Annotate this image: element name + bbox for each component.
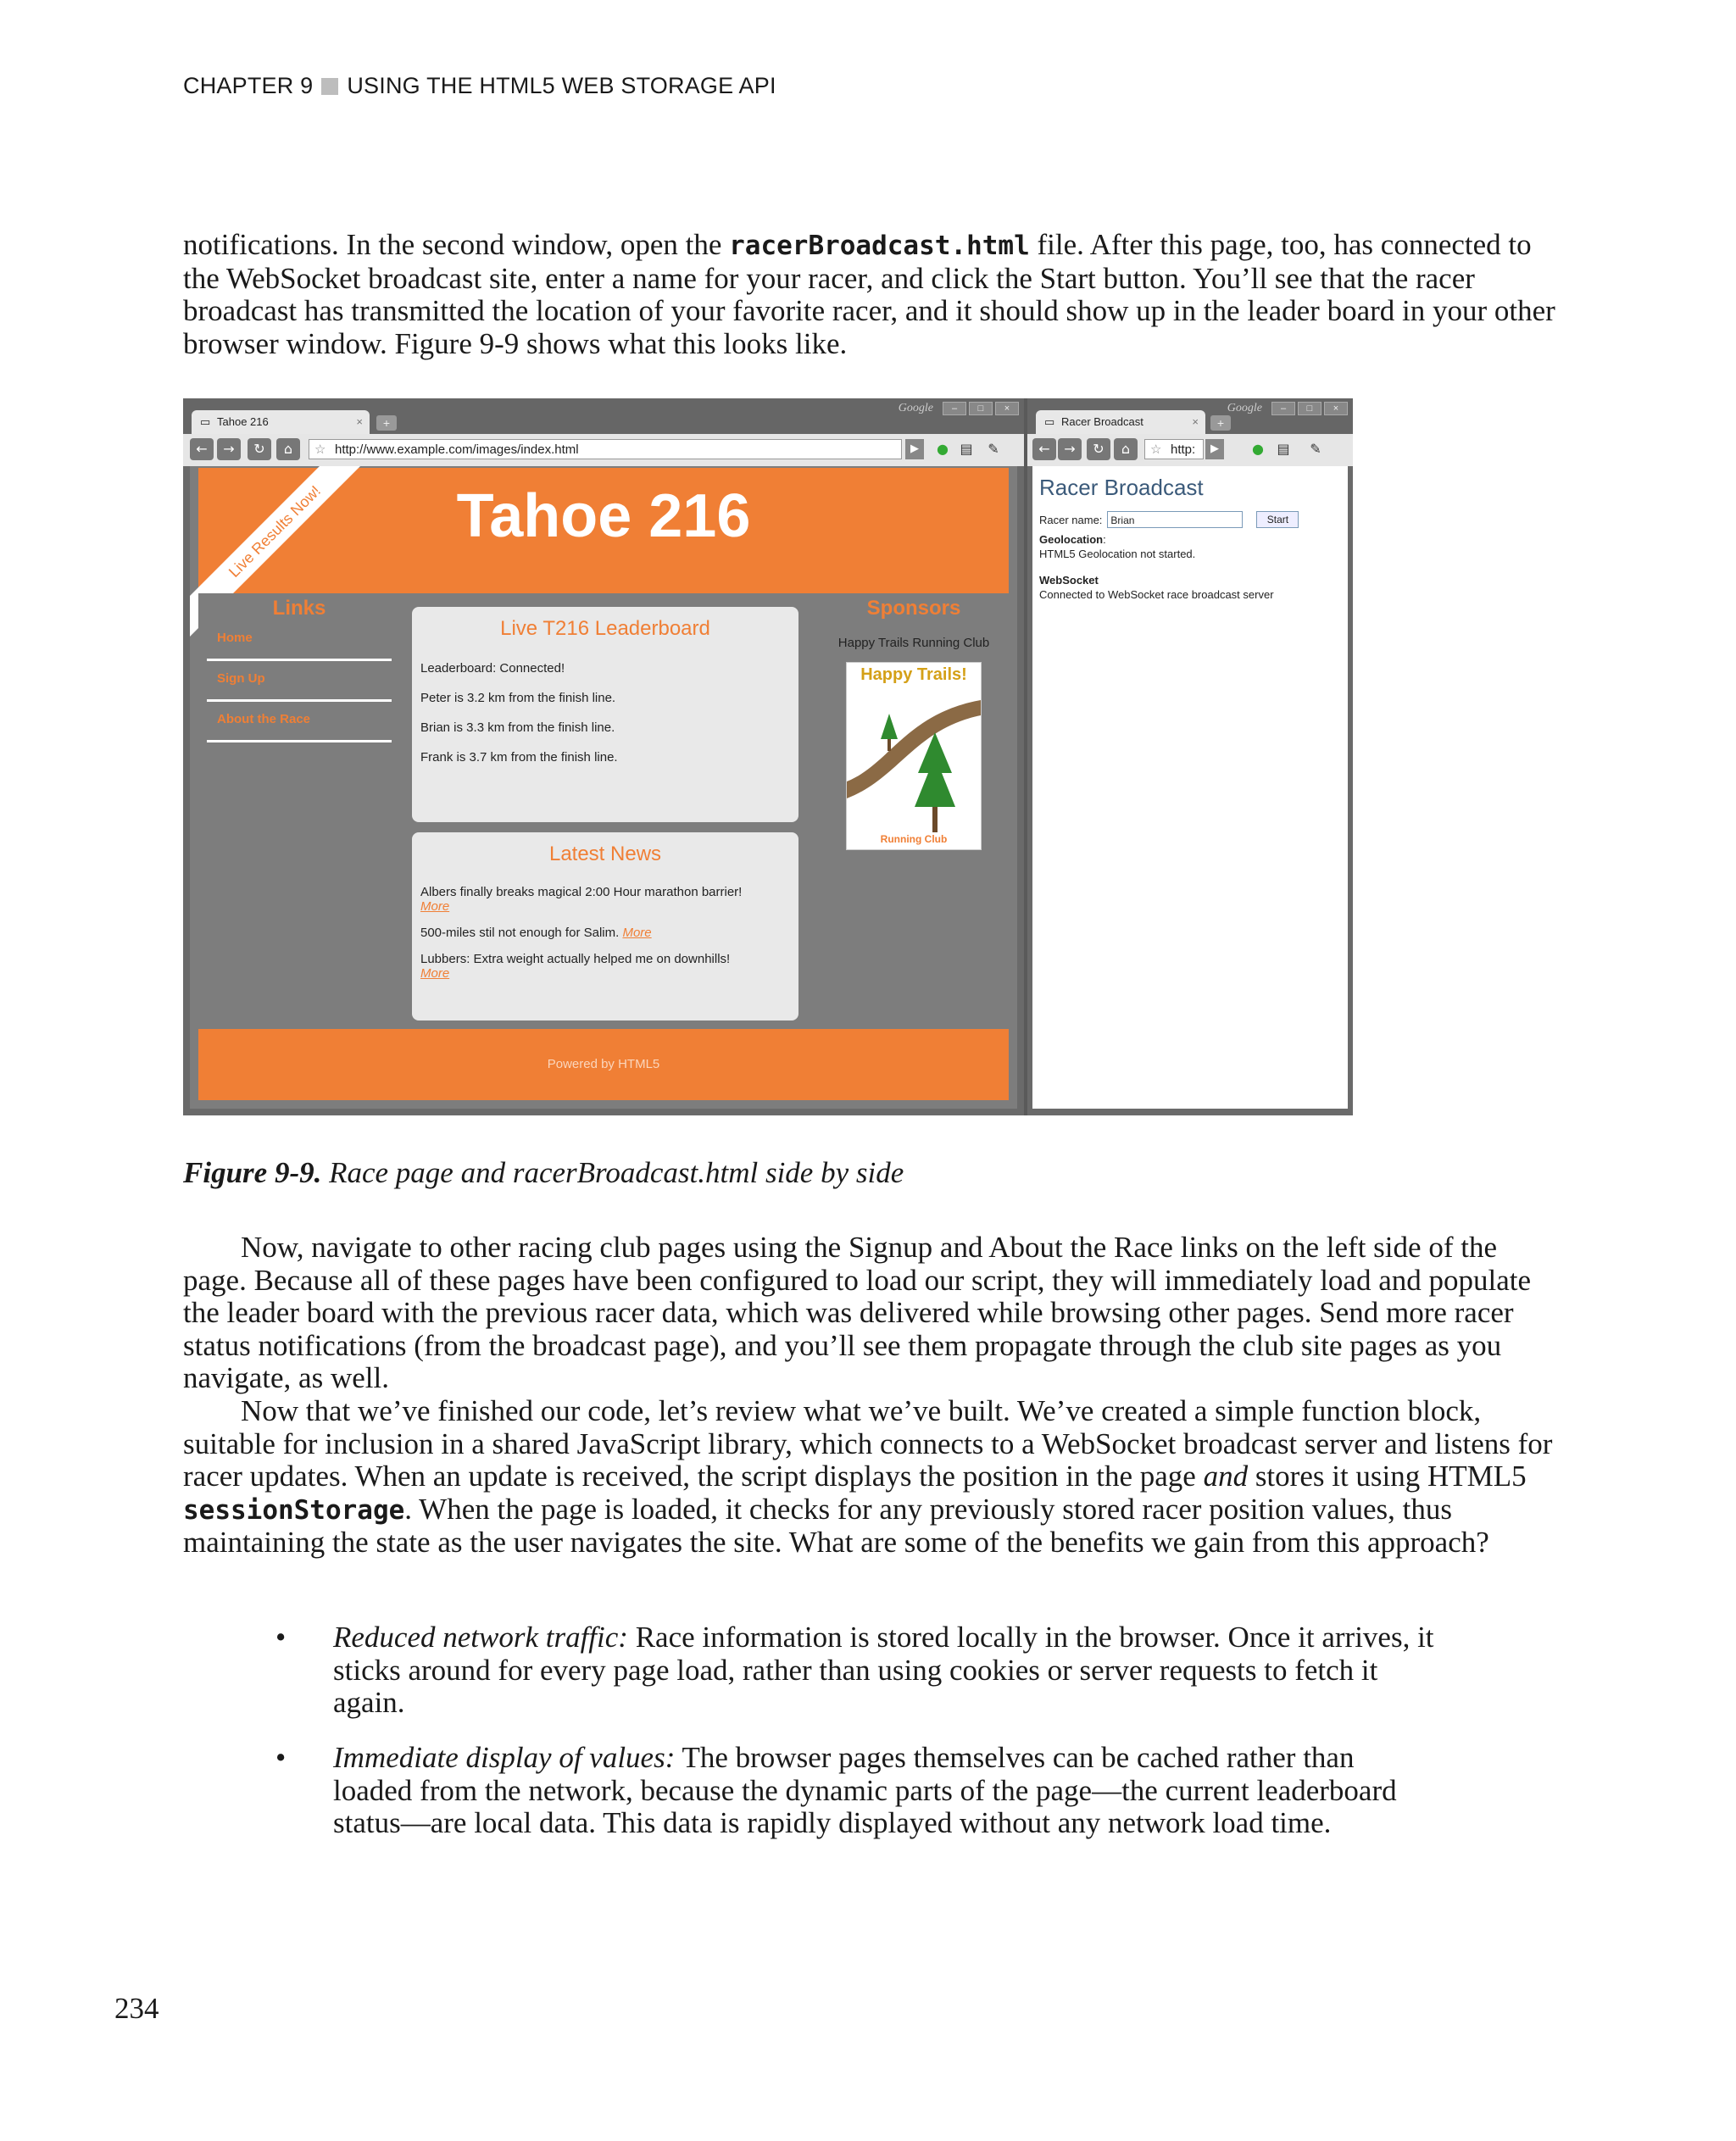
link-sign-up[interactable]: Sign Up [207,661,392,702]
window-controls [1227,402,1348,415]
websocket-label: WebSocket [1039,574,1099,587]
tab-tahoe[interactable] [192,410,370,434]
links-column [198,593,400,1015]
page-viewport [190,466,1017,1109]
extension-icon[interactable]: ● [1252,441,1264,457]
figure-caption [183,1156,904,1190]
happy-trails-logo [847,663,981,849]
star-icon[interactable]: ☆ [314,442,326,457]
minimize-icon[interactable]: – [1271,402,1295,415]
logo-subtitle: Running Club [880,833,948,845]
new-tab-button[interactable]: + [376,415,397,431]
news-text: 500-miles stil not enough for Salim. [420,926,623,940]
bullet-text: The browser pages themselves can be cached rather than loaded from the network, because the dynamic parts of the page—the current leaderboard status—are local data. This data is rapidly displayed without any network load time. [333,1741,1397,1840]
chapter-title: USING THE HTML5 WEB STORAGE API [347,73,776,98]
site-footer: Powered by HTML5 [198,1029,1009,1100]
brand-label: Google [1227,402,1262,414]
link-about-race[interactable]: About the Race [207,702,392,742]
links-heading: Links [272,597,326,620]
tab-close-icon[interactable]: × [1192,415,1199,428]
titlebar [1027,398,1353,434]
sponsor-logo[interactable] [846,662,982,850]
racer-broadcast-page [1032,466,1348,1109]
page-number: 234 [114,1992,159,2025]
tab-close-icon[interactable]: × [356,415,363,428]
geolocation-label [1039,533,1348,546]
racer-broadcast-title: Racer Broadcast [1039,475,1204,500]
news-panel [412,832,798,1020]
leaderboard-entry: Frank is 3.7 km from the finish line. [420,750,618,765]
tab-label: Racer Broadcast [1061,415,1143,428]
body-paragraph-2: Now, navigate to other racing club pages using the Signup and About the Race links on the left side of the page. Because all of these pages have been configured to load our script, they will immediately load and populate the leader board with the previous racer data, which was delivered while browsing other pages. Send more racer status notifications (from the broadcast page), and you’ll see them propagate through the club site pages as you navigate, as well. [183,1231,1532,1395]
home-icon[interactable]: ⌂ [1114,438,1138,460]
wrench-icon[interactable]: ✎ [988,441,999,457]
reload-icon[interactable]: ↻ [1087,438,1110,460]
browser-window-racer-broadcast [1027,398,1353,1115]
news-text: Lubbers: Extra weight actually helped me on downhills! [420,952,731,966]
news-text: Albers finally breaks magical 2:00 Hour marathon barrier! [420,885,743,899]
leaderboard-entry: Peter is 3.2 km from the finish line. [420,691,616,705]
geolocation-label-text: Geolocation [1039,533,1104,546]
racer-name-input[interactable]: Brian [1107,511,1243,528]
go-icon[interactable]: ▶ [1205,439,1224,459]
chapter-label: CHAPTER 9 [183,73,314,98]
racer-name-row [1039,511,1348,528]
page-menu-icon[interactable]: ▤ [960,441,973,457]
sponsor-name: Happy Trails Running Club [837,636,990,650]
bullet-term: Immediate display of values: [333,1741,676,1774]
bullet-item [275,1621,1435,1720]
bullet-text: Race information is stored locally in the browser. Once it arrives, it sticks around for every page load, rather than using cookies or server requests to fetch it again. [333,1621,1434,1720]
p3-text-a: Now that we’ve finished our code, let’s review what we’ve built. We’ve created a simple function block, suitable for inclusion in a shared JavaScript library, which connects to a WebSocket broadcast server and listens for racer updates. When an update is received, the script displays the position in the page [183,1394,1553,1493]
site-title: Tahoe 216 [456,482,751,550]
link-home[interactable]: Home [207,620,392,661]
page-icon: ▭ [200,415,211,428]
p3-text-c: . When the page is loaded, it checks for any previously stored racer position values, thus maintaining the state as the user navigates the site. What are some of the benefits we gain from this approach? [183,1492,1489,1560]
news-item [420,926,790,940]
tab-racer-broadcast[interactable] [1036,410,1205,434]
browser-toolbar [1027,434,1353,466]
browser-window-tahoe [183,398,1024,1115]
bullet-item [275,1741,1435,1840]
page-icon: ▭ [1044,415,1055,428]
intro-text-a: notifications. In the second window, open the [183,228,730,261]
star-icon[interactable]: ☆ [1150,442,1162,457]
url-text: http: [1171,442,1196,457]
page-menu-icon[interactable]: ▤ [1277,441,1290,457]
news-item [420,952,790,981]
p3-code: sessionStorage [183,1494,405,1526]
more-link[interactable]: More [420,899,450,914]
intro-code: racerBroadcast.html [729,231,1030,261]
close-icon[interactable]: × [995,402,1019,415]
minimize-icon[interactable]: – [943,402,966,415]
go-icon[interactable]: ▶ [905,439,924,459]
close-icon[interactable]: × [1324,402,1348,415]
racer-name-label: Racer name: [1039,513,1103,526]
back-icon[interactable]: ← [190,438,214,460]
bullet-icon: • [275,1621,287,1654]
figure-screenshot [183,398,1353,1115]
geolocation-status: HTML5 Geolocation not started. [1039,548,1196,560]
extension-icon[interactable]: ● [937,441,949,457]
geolocation-colon: : [1103,533,1106,546]
more-link[interactable]: More [420,966,450,981]
caption-text: Race page and racerBroadcast.html side by side [321,1156,904,1189]
running-header [183,73,776,99]
p3-text-b: stores it using HTML5 [1248,1460,1527,1493]
address-bar[interactable] [1144,439,1204,459]
intro-paragraph [183,229,1556,360]
forward-icon[interactable]: → [1058,438,1082,460]
back-icon[interactable]: ← [1032,438,1056,460]
square-separator-icon [321,78,338,95]
news-title: Latest News [548,842,662,865]
bullet-term: Reduced network traffic: [333,1621,628,1654]
news-item [420,885,790,914]
websocket-status: Connected to WebSocket race broadcast server [1039,588,1274,601]
intro-text-b: file. After this page, too, has connected to the WebSocket broadcast site, enter a name for your racer, and click the Start button. You’ll see that the racer broadcast has transmitted the location of your favorite racer, and it should show up in the leader board in your other browser window. Figure 9-9 shows what this looks like. [183,228,1555,360]
brand-label: Google [898,402,933,414]
caption-label: Figure 9-9. [183,1156,322,1189]
sponsors-heading: Sponsors [866,597,961,620]
leaderboard-panel [412,607,798,822]
logo-title: Happy Trails! [860,665,967,684]
tab-label: Tahoe 216 [217,415,269,428]
leaderboard-title: Live T216 Leaderboard [500,617,710,640]
home-icon[interactable]: ⌂ [276,438,300,460]
window-controls [899,402,1019,415]
live-results-ribbon[interactable]: Live Results Now! [190,466,381,637]
url-text: http://www.example.com/images/index.html [335,442,579,457]
bullet-icon: • [275,1741,287,1774]
address-bar[interactable] [309,439,902,459]
maximize-icon[interactable]: □ [1298,402,1321,415]
wrench-icon[interactable]: ✎ [1310,441,1321,457]
browser-toolbar [183,434,1024,466]
reload-icon[interactable]: ↻ [248,438,271,460]
more-link[interactable]: More [622,926,652,940]
sponsors-column [819,593,1009,850]
leaderboard-status: Leaderboard: Connected! [420,661,565,676]
new-tab-button[interactable]: + [1210,415,1231,431]
body-paragraph-3 [183,1395,1556,1560]
titlebar [183,398,1024,434]
p3-emphasis: and [1203,1460,1249,1493]
start-button[interactable]: Start [1256,511,1299,528]
forward-icon[interactable]: → [217,438,241,460]
maximize-icon[interactable]: □ [969,402,993,415]
leaderboard-entry: Brian is 3.3 km from the finish line. [420,720,615,735]
